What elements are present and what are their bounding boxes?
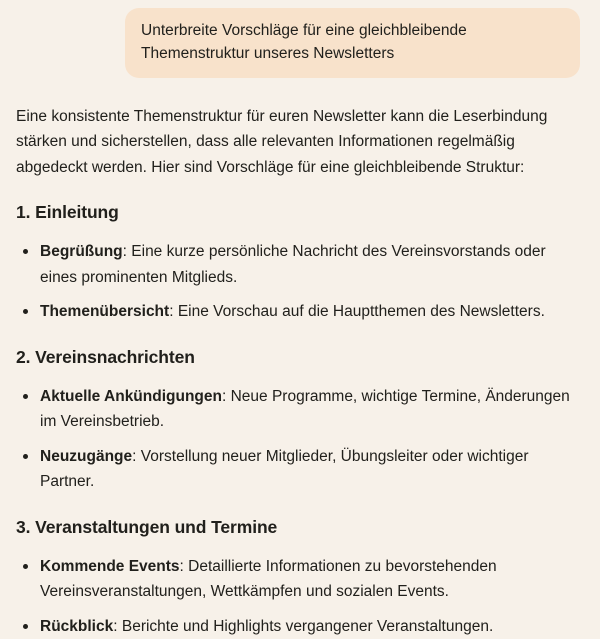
bullet-separator: : — [180, 558, 189, 575]
bullet-term: Aktuelle Ankündigungen — [40, 388, 222, 405]
list-item-text — [40, 299, 582, 325]
section-heading: 1. Einleitung — [16, 202, 582, 224]
assistant-message — [0, 78, 600, 639]
section-heading: 3. Veranstaltungen und Termine — [16, 517, 582, 539]
list-item — [16, 299, 582, 325]
bullet-term: Rückblick — [40, 618, 113, 635]
newsletter-section-vereinsnachrichten — [16, 347, 582, 495]
list-item — [16, 554, 582, 605]
bullet-list — [16, 554, 582, 639]
list-item-text — [40, 444, 582, 495]
bullet-dot-icon — [23, 564, 28, 569]
list-item — [16, 239, 582, 290]
bullet-term: Themenübersicht — [40, 303, 169, 320]
list-item-text — [40, 614, 582, 639]
bullet-dot-icon — [23, 394, 28, 399]
bullet-description: Vorstellung neuer Mitglieder, Übungsleiter oder wichtiger Partner. — [40, 448, 529, 491]
bullet-term: Neuzugänge — [40, 448, 132, 465]
list-item — [16, 614, 582, 639]
assistant-intro-paragraph: Eine konsistente Themenstruktur für euren Newsletter kann die Leserbindung stärken und sicherstellen, dass alle relevanten Informationen regelmäßig abgedeckt werden. Hier sind Vorschläge für eine gleichbleibende Struktur: — [16, 104, 582, 181]
list-item-text — [40, 239, 582, 290]
bullet-separator: : — [169, 303, 178, 320]
bullet-dot-icon — [23, 454, 28, 459]
list-item — [16, 384, 582, 435]
bullet-term: Begrüßung — [40, 243, 123, 260]
bullet-list — [16, 239, 582, 325]
user-message-text: Unterbreite Vorschläge für eine gleichbleibende Themenstruktur unseres Newsletters — [141, 22, 467, 62]
bullet-dot-icon — [23, 309, 28, 314]
bullet-dot-icon — [23, 249, 28, 254]
bullet-description: Detaillierte Informationen zu bevorstehenden Vereinsveranstaltungen, Wettkämpfen und sozialen Events. — [40, 558, 497, 601]
bullet-separator: : — [222, 388, 231, 405]
list-item-text — [40, 554, 582, 605]
bullet-separator: : — [113, 618, 122, 635]
bullet-separator: : — [132, 448, 141, 465]
bullet-description: Eine kurze persönliche Nachricht des Vereinsvorstands oder eines prominenten Mitglieds. — [40, 243, 546, 286]
newsletter-section-einleitung — [16, 202, 582, 325]
list-item — [16, 444, 582, 495]
bullet-term: Kommende Events — [40, 558, 180, 575]
bullet-separator: : — [123, 243, 132, 260]
bullet-dot-icon — [23, 624, 28, 629]
list-item-text — [40, 384, 582, 435]
bullet-description: Neue Programme, wichtige Termine, Änderungen im Vereinsbetrieb. — [40, 388, 570, 431]
user-message-row — [0, 0, 600, 78]
section-heading: 2. Vereinsnachrichten — [16, 347, 582, 369]
bullet-description: Eine Vorschau auf die Hauptthemen des Newsletters. — [178, 303, 545, 320]
user-message-bubble — [125, 8, 580, 78]
bullet-list — [16, 384, 582, 495]
bullet-description: Berichte und Highlights vergangener Veranstaltungen. — [122, 618, 493, 635]
newsletter-section-veranstaltungen — [16, 517, 582, 639]
